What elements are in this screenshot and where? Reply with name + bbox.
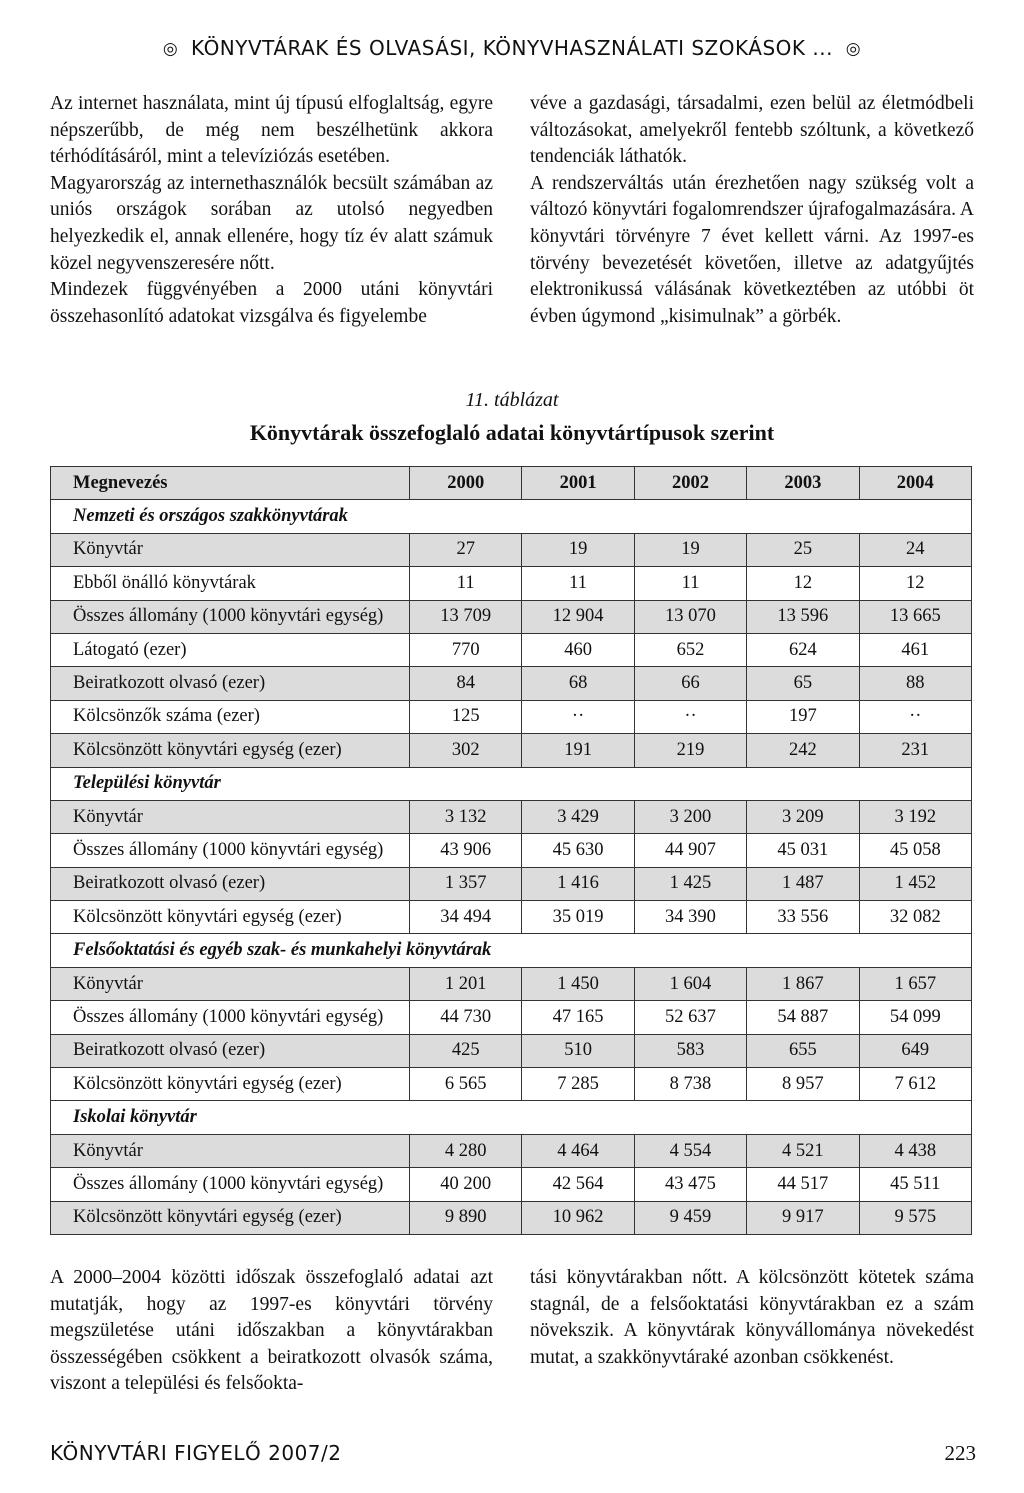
column-header: 2001 (522, 467, 634, 500)
table-cell: 47 165 (522, 1001, 634, 1034)
section-title: Felsőoktatási és egyéb szak- és munkahelyi könyvtárak (51, 934, 972, 967)
table-cell: 197 (747, 700, 859, 733)
table-cell: 3 192 (859, 800, 971, 833)
table-cell: 9 459 (634, 1201, 746, 1234)
table-cell: 65 (747, 667, 859, 700)
table-cell: 242 (747, 734, 859, 767)
table-cell: 460 (522, 633, 634, 666)
table-cell: 66 (634, 667, 746, 700)
table-cell: 4 521 (747, 1134, 859, 1167)
journal-name: KÖNYVTÁRI FIGYELŐ 2007/2 (50, 1441, 342, 1465)
table-cell: 1 425 (634, 867, 746, 900)
table-cell: 12 (859, 567, 971, 600)
paragraph: tási könyvtárakban nőtt. A kölcsönzött kötetek száma stagnál, de a felsőoktatási könyvtárakban ez a szám növekszik. A könyvtárak könyvállománya növekedést mutat, a szakkönyvtáraké azonban csökkenést. (530, 1267, 974, 1368)
row-label: Kölcsönzött könyvtári egység (ezer) (51, 734, 410, 767)
row-label: Beiratkozott olvasó (ezer) (51, 867, 410, 900)
table-cell: 13 709 (410, 600, 522, 633)
table-row (51, 633, 972, 666)
row-label: Könyvtár (51, 967, 410, 1000)
table-section-row (51, 1101, 972, 1134)
table-row (51, 1168, 972, 1201)
table-number: 11. táblázat (465, 389, 559, 411)
table-row (51, 700, 972, 733)
intro-left-column (50, 91, 493, 330)
table-cell: 1 416 (522, 867, 634, 900)
table-cell: 649 (859, 1034, 971, 1067)
table-cell: 11 (634, 567, 746, 600)
table-row (51, 567, 972, 600)
table-cell: ·· (522, 700, 634, 733)
row-label: Beiratkozott olvasó (ezer) (51, 667, 410, 700)
row-label: Beiratkozott olvasó (ezer) (51, 1034, 410, 1067)
table-cell: 652 (634, 633, 746, 666)
table-cell: 45 031 (747, 834, 859, 867)
table-cell: 4 554 (634, 1134, 746, 1167)
table-cell: 4 280 (410, 1134, 522, 1167)
row-label: Kölcsönzött könyvtári egység (ezer) (51, 1068, 410, 1101)
paragraph: A rendszerváltás után érezhetően nagy szükség volt a változó könyvtári fogalomrendszer újrafogalmazására. A könyvtári törvényre 7 évet kellett várni. Az 1997-es törvény bevezetését követően, illetve az adatgyűjtés elektronikussá válásának következtében az utóbbi öt évben úgymond „kisimulnak” a görbék. (530, 172, 974, 327)
table-cell: 44 517 (747, 1168, 859, 1201)
table-cell: 3 429 (522, 800, 634, 833)
table-cell: 8 957 (747, 1068, 859, 1101)
table-section-row (51, 767, 972, 800)
table-cell: 425 (410, 1034, 522, 1067)
table-row (51, 1068, 972, 1101)
table-row (51, 967, 972, 1000)
table-row (51, 1201, 972, 1234)
table-cell: ·· (634, 700, 746, 733)
table-cell: 40 200 (410, 1168, 522, 1201)
table-cell: 43 475 (634, 1168, 746, 1201)
table-cell: 1 452 (859, 867, 971, 900)
table-row (51, 533, 972, 566)
row-label: Könyvtár (51, 1134, 410, 1167)
column-header: 2003 (747, 467, 859, 500)
table-cell: 1 657 (859, 967, 971, 1000)
column-header: 2002 (634, 467, 746, 500)
table-cell: 68 (522, 667, 634, 700)
table-cell: 27 (410, 533, 522, 566)
table-cell: 12 (747, 567, 859, 600)
paragraph: Mindezek függvényében a 2000 utáni könyvtári összehasonlító adatokat vizsgálva és figyelembe (50, 279, 493, 327)
table-cell: 3 132 (410, 800, 522, 833)
row-label: Könyvtár (51, 800, 410, 833)
table-cell: 11 (410, 567, 522, 600)
table-cell: 624 (747, 633, 859, 666)
table-cell: 42 564 (522, 1168, 634, 1201)
table-cell: 32 082 (859, 901, 971, 934)
paragraph: A 2000–2004 közötti időszak összefoglaló adatai azt mutatják, hogy az 1997-es könyvtári törvény megszületése utáni időszakban a könyvtárakban összességében csökkent a beiratkozott olvasók száma, viszont a települési és felsőokta- (50, 1267, 493, 1395)
paragraph: véve a gazdasági, társadalmi, ezen belül az életmódbeli változásokat, amelyekről fentebb szóltunk, a következő tendenciák láthatók. (530, 93, 974, 168)
closing-right-column (530, 1265, 974, 1371)
row-label: Kölcsönzött könyvtári egység (ezer) (51, 901, 410, 934)
table-cell: 125 (410, 700, 522, 733)
table-cell: 88 (859, 667, 971, 700)
paragraph: Az internet használata, mint új típusú elfoglaltság, egyre népszerűbb, de még nem beszélhetünk akkora térhódításáról, mint a televíziózás esetében. (50, 93, 493, 168)
row-label: Összes állomány (1000 könyvtári egység) (51, 1168, 410, 1201)
table-cell: 44 907 (634, 834, 746, 867)
row-label: Összes állomány (1000 könyvtári egység) (51, 1001, 410, 1034)
row-label: Összes állomány (1000 könyvtári egység) (51, 600, 410, 633)
table-cell: ·· (859, 700, 971, 733)
table-cell: 9 917 (747, 1201, 859, 1234)
table-cell: 12 904 (522, 600, 634, 633)
table-row (51, 1134, 972, 1167)
section-title: Települési könyvtár (51, 767, 972, 800)
table-cell: 231 (859, 734, 971, 767)
page-number: 223 (944, 1441, 976, 1465)
section-title: Nemzeti és országos szakkönyvtárak (51, 500, 972, 533)
table-cell: 45 630 (522, 834, 634, 867)
table-cell: 13 596 (747, 600, 859, 633)
table-cell: 510 (522, 1034, 634, 1067)
table-cell: 19 (522, 533, 634, 566)
table-cell: 45 511 (859, 1168, 971, 1201)
table-row (51, 667, 972, 700)
table-cell: 7 285 (522, 1068, 634, 1101)
table-cell: 4 438 (859, 1134, 971, 1167)
table-cell: 1 201 (410, 967, 522, 1000)
table-row (51, 734, 972, 767)
table-cell: 1 487 (747, 867, 859, 900)
running-header (0, 36, 1024, 60)
table-cell: 25 (747, 533, 859, 566)
table-cell: 583 (634, 1034, 746, 1067)
table-cell: 24 (859, 533, 971, 566)
table-cell: 11 (522, 567, 634, 600)
table-cell: 54 887 (747, 1001, 859, 1034)
intro-right-column (530, 91, 974, 330)
library-statistics-table (50, 466, 972, 1235)
table-row (51, 600, 972, 633)
column-header: 2000 (410, 467, 522, 500)
ornament-icon: ◎ (162, 39, 179, 59)
table-cell: 45 058 (859, 834, 971, 867)
row-label: Összes állomány (1000 könyvtári egység) (51, 834, 410, 867)
table-cell: 219 (634, 734, 746, 767)
table-cell: 770 (410, 633, 522, 666)
table-cell: 9 890 (410, 1201, 522, 1234)
row-label: Kölcsönzők száma (ezer) (51, 700, 410, 733)
table-cell: 1 450 (522, 967, 634, 1000)
table-cell: 54 099 (859, 1001, 971, 1034)
paragraph: Magyarország az internethasználók becsült számában az uniós országok sorában az utolsó negyedben helyezkedik el, annak ellenére, hogy tíz év alatt számuk közel negyvenszeresére nőtt. (50, 172, 493, 274)
table-body (51, 500, 972, 1235)
table-cell: 7 612 (859, 1068, 971, 1101)
table-section-row (51, 500, 972, 533)
table-cell: 4 464 (522, 1134, 634, 1167)
table-cell: 35 019 (522, 901, 634, 934)
row-label: Kölcsönzött könyvtári egység (ezer) (51, 1201, 410, 1234)
column-header: 2004 (859, 467, 971, 500)
table-cell: 8 738 (634, 1068, 746, 1101)
table-cell: 34 494 (410, 901, 522, 934)
table-cell: 6 565 (410, 1068, 522, 1101)
column-header: Megnevezés (51, 467, 410, 500)
row-label: Ebből önálló könyvtárak (51, 567, 410, 600)
table-cell: 43 906 (410, 834, 522, 867)
table-row (51, 1001, 972, 1034)
running-title: KÖNYVTÁRAK ÉS OLVASÁSI, KÖNYVHASZNÁLATI SZOKÁSOK ... (191, 36, 833, 60)
table-title: Könyvtárak összefoglaló adatai könyvtártípusok szerint (249, 420, 775, 445)
table-row (51, 867, 972, 900)
table-section-row (51, 934, 972, 967)
table-cell: 1 604 (634, 967, 746, 1000)
table-cell: 655 (747, 1034, 859, 1067)
closing-left-column (50, 1265, 493, 1398)
table-cell: 3 209 (747, 800, 859, 833)
table-cell: 13 665 (859, 600, 971, 633)
table-row (51, 834, 972, 867)
table-cell: 33 556 (747, 901, 859, 934)
table-header-row (51, 467, 972, 500)
table-cell: 34 390 (634, 901, 746, 934)
table-cell: 1 867 (747, 967, 859, 1000)
table-row (51, 800, 972, 833)
table-cell: 461 (859, 633, 971, 666)
table-cell: 13 070 (634, 600, 746, 633)
table-cell: 191 (522, 734, 634, 767)
table-cell: 1 357 (410, 867, 522, 900)
row-label: Látogató (ezer) (51, 633, 410, 666)
ornament-icon: ◎ (845, 39, 862, 59)
table-cell: 9 575 (859, 1201, 971, 1234)
row-label: Könyvtár (51, 533, 410, 566)
table-cell: 84 (410, 667, 522, 700)
table-cell: 302 (410, 734, 522, 767)
table-cell: 3 200 (634, 800, 746, 833)
section-title: Iskolai könyvtár (51, 1101, 972, 1134)
table-cell: 52 637 (634, 1001, 746, 1034)
table-cell: 44 730 (410, 1001, 522, 1034)
table-cell: 19 (634, 533, 746, 566)
table-row (51, 901, 972, 934)
table-cell: 10 962 (522, 1201, 634, 1234)
table-row (51, 1034, 972, 1067)
